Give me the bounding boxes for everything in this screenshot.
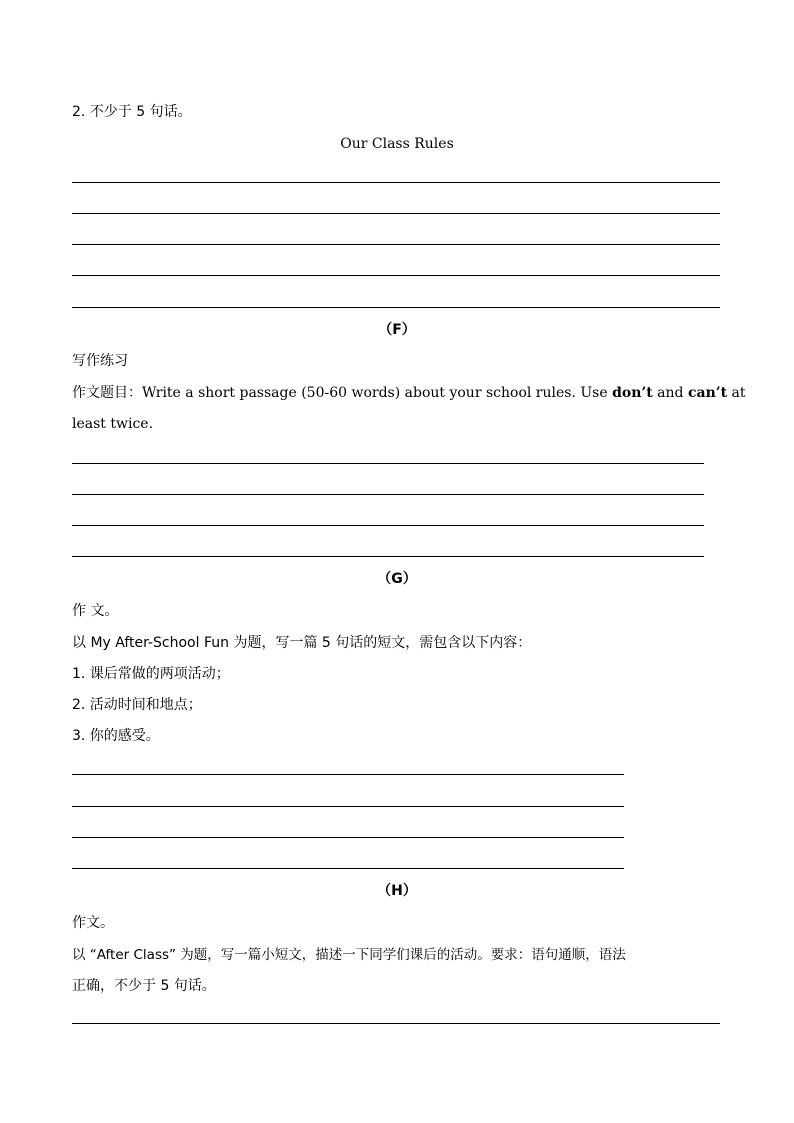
prompt-line-2: least twice. <box>72 416 154 432</box>
writing-line[interactable] <box>72 463 704 464</box>
section-label-f: （F） <box>378 322 416 338</box>
writing-line[interactable] <box>72 806 624 807</box>
prompt-at: at <box>727 385 746 401</box>
keyword-dont: don’t <box>612 385 653 401</box>
writing-line[interactable] <box>72 244 720 245</box>
writing-line[interactable] <box>72 837 624 838</box>
prompt-and: and <box>652 385 688 401</box>
requirement-2: 2. 不少于 5 句话。 <box>72 104 192 120</box>
writing-line[interactable] <box>72 494 704 495</box>
writing-line[interactable] <box>72 182 720 183</box>
writing-line[interactable] <box>72 275 720 276</box>
keyword-cant: can’t <box>687 385 728 401</box>
writing-line[interactable] <box>72 868 624 869</box>
list-item: 2. 活动时间和地点； <box>72 697 202 713</box>
prompt-line-1 <box>72 384 746 402</box>
section-heading: 作 文。 <box>72 603 119 619</box>
section-heading: 作文。 <box>72 915 114 931</box>
list-item: 3. 你的感受。 <box>72 728 160 744</box>
writing-line[interactable] <box>72 774 624 775</box>
writing-line[interactable] <box>72 1023 720 1024</box>
section-label-h: （H） <box>377 883 417 899</box>
instruction-line-2: 正确，不少于 5 句话。 <box>72 978 216 994</box>
list-item: 1. 课后常做的两项活动； <box>72 666 230 682</box>
prompt-prefix: 作文题目： <box>72 385 142 401</box>
instruction-line-1: 以 “After Class” 为题，写一篇小短文，描述一下同学们课后的活动。要求：语句通顺，语法 <box>72 947 626 963</box>
essay-title: Our Class Rules <box>340 136 454 152</box>
instruction: 以 My After-School Fun 为题，写一篇 5 句话的短文，需包含以下内容： <box>72 635 532 651</box>
writing-line[interactable] <box>72 213 720 214</box>
writing-line[interactable] <box>72 556 704 557</box>
section-label-g: （G） <box>377 571 417 587</box>
section-heading: 写作练习 <box>72 353 128 369</box>
writing-line[interactable] <box>72 525 704 526</box>
writing-line[interactable] <box>72 307 720 308</box>
prompt-text: Write a short passage (50-60 words) about your school rules. Use <box>142 385 613 401</box>
